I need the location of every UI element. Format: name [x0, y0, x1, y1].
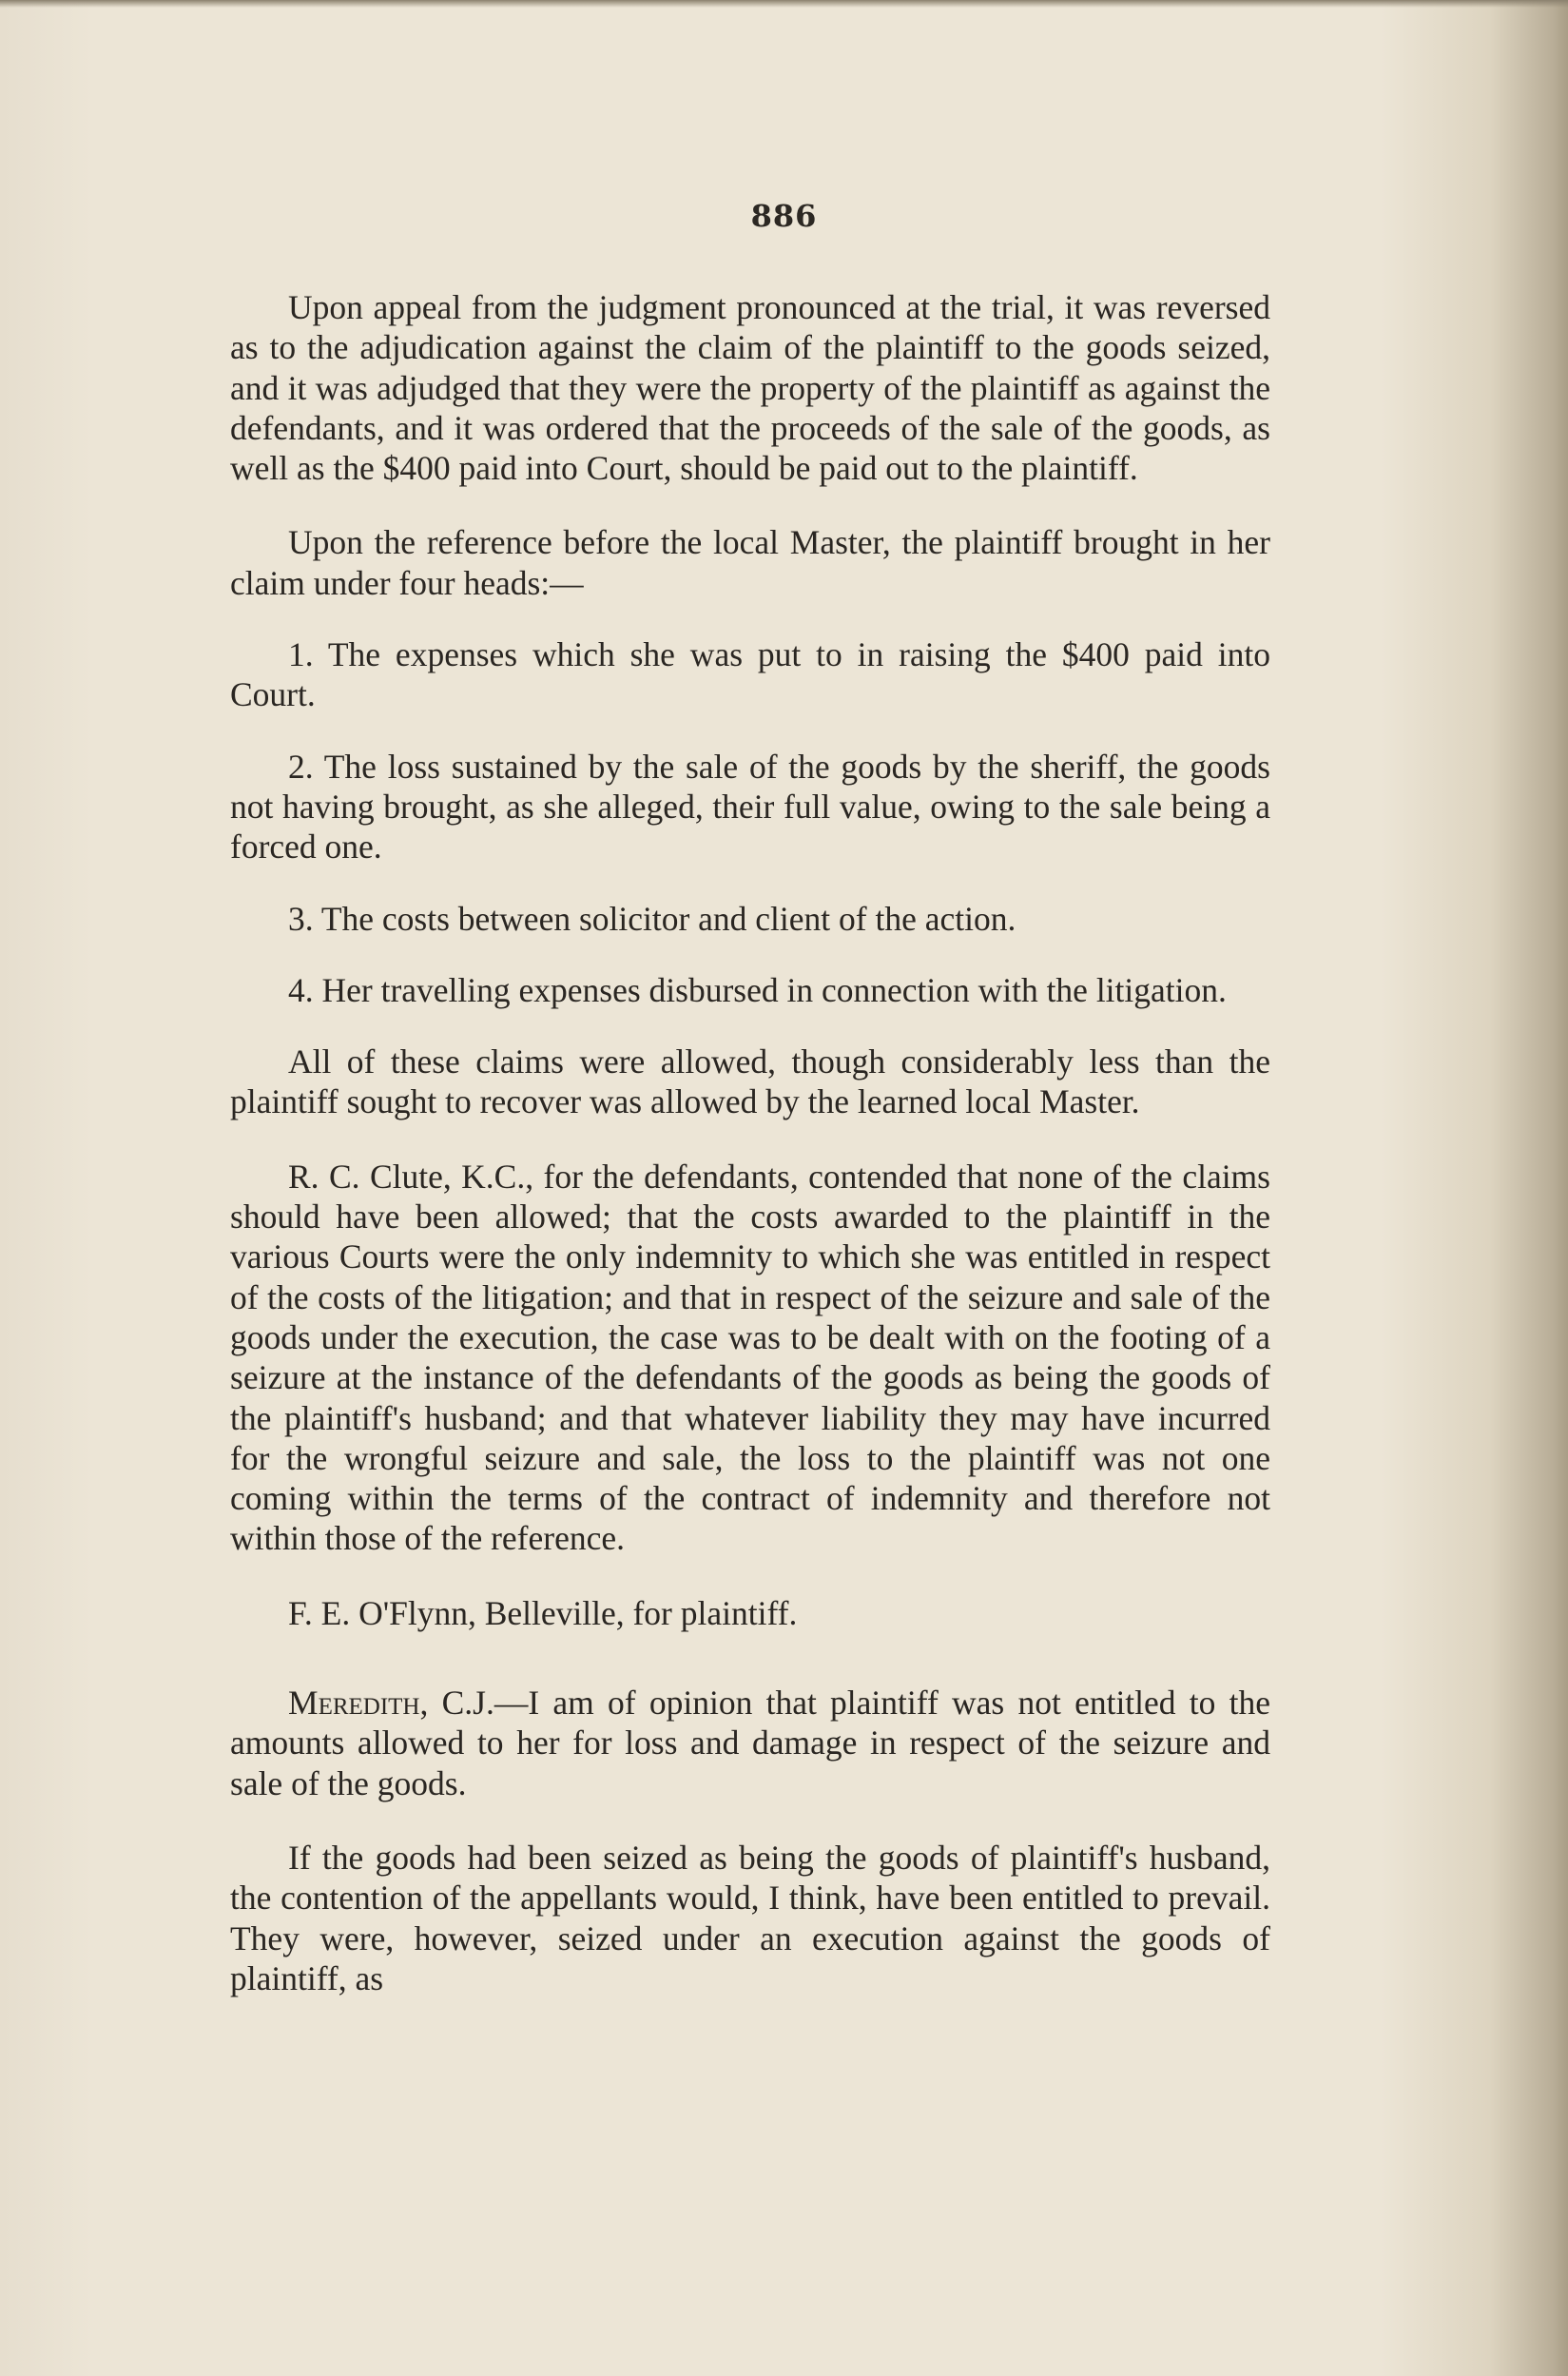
- judgment-text: —I am of opinion that plaintiff was not entitled to the amounts allowed to her for loss and damage in respect of the seizure and sale of the goods.: [230, 1684, 1271, 1802]
- paragraph-claims-allowed: All of these claims were allowed, though considerably less than the plaintiff sought to recover was allowed by the learned local Master.: [230, 1042, 1270, 1121]
- paragraph-appeal: Upon appeal from the judgment pronounced at the trial, it was reversed as to the adjudication against the claim of the plaintiff to the goods seized, and it was adjudged that they were the property of the plaintiff as against the defendants, and it was ordered that the proceeds of the sale of the goods, as well as the $400 paid into Court, should be paid out to the plaintiff.: [230, 288, 1270, 488]
- claim-head-4: 4. Her travelling expenses disbursed in connection with the litigation.: [288, 970, 1227, 1009]
- body-text: [230, 287, 1270, 2033]
- paragraph-judgment-opening: [230, 1683, 1270, 1803]
- claim-head-2: 2. The loss sustained by the sale of the goods by the sheriff, the goods not having brought, as she alleged, their full value, owing to the sale being a forced one.: [230, 747, 1270, 867]
- claim-head-1: 1. The expenses which she was put to in raising the $400 paid into Court.: [230, 635, 1270, 714]
- judge-name: Meredith, C.J.: [288, 1684, 494, 1723]
- page-number: 886: [750, 198, 818, 234]
- paragraph-defendants-counsel: R. C. Clute, K.C., for the defendants, contended that none of the claims should have been allowed; that the costs awarded to the plaintiff in the various Courts were the only indemnity to which she was entitled in respect of the costs of the litigation; and that in respect of the seizure and sale of the goods under the execution, the case was to be dealt with on the footing of a seizure at the instance of the defendants of the goods as being the goods of the plaintiff's husband; and that whatever liability they may have incurred for the wrongful seizure and sale, the loss to the plaintiff was not one coming within the terms of the contract of indemnity and therefore not within those of the reference.: [230, 1157, 1270, 1558]
- claim-head-3: 3. The costs between solicitor and client of the action.: [288, 899, 1016, 938]
- paragraph-reference: Upon the reference before the local Master, the plaintiff brought in her claim under four heads:—: [230, 523, 1270, 602]
- paragraph-continuation: If the goods had been seized as being the goods of plaintiff's husband, the contention of the appellants would, I think, have been entitled to prevail. They were, however, seized under an execution against the goods of plaintiff, as: [230, 1838, 1270, 1997]
- paragraph-plaintiff-counsel: F. E. O'Flynn, Belleville, for plaintiff.: [288, 1593, 798, 1632]
- page-top-edge: [0, 0, 1568, 8]
